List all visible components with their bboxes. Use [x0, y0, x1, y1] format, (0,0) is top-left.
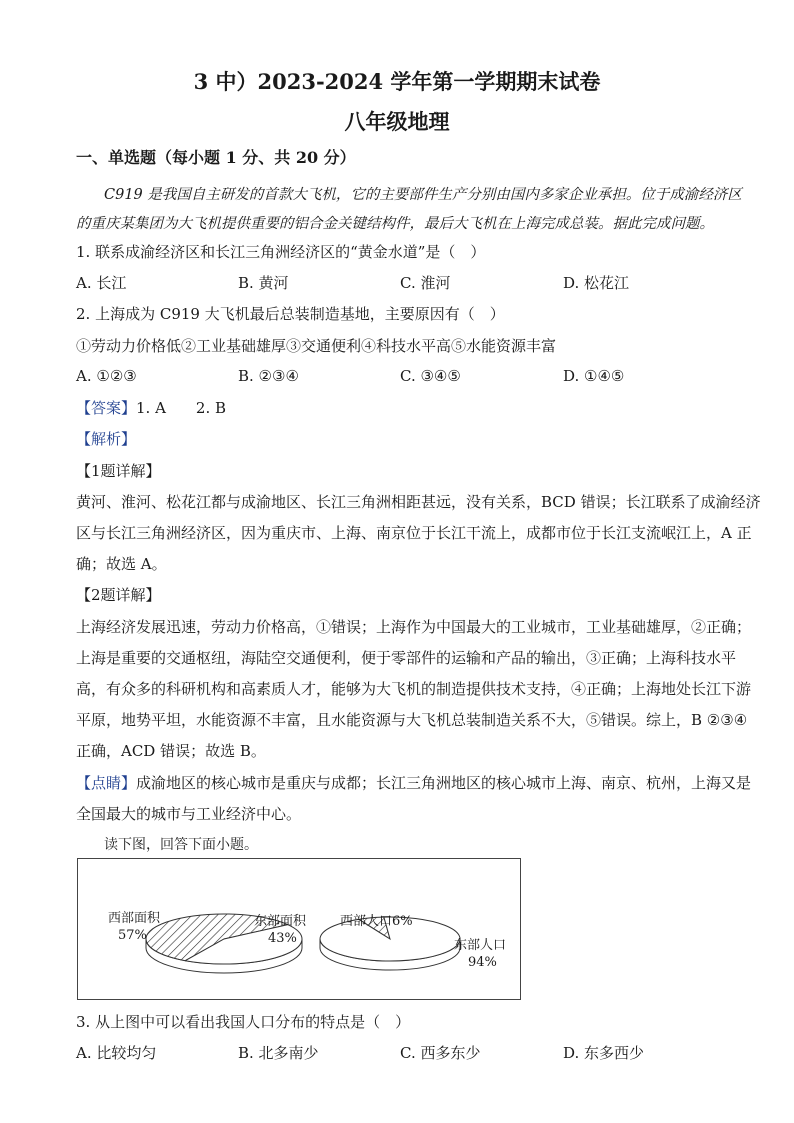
detail-2-line: 正确，ACD 错误；故选 B。 [76, 742, 266, 760]
question-3-option-d: D. 东多西少 [563, 1044, 645, 1062]
answer-line [76, 397, 226, 418]
intro-line-2: 的重庆某集团为大飞机提供重要的铝合金关键结构件，最后大飞机在上海完成总装。据此完成问题。 [76, 216, 714, 232]
section-heading: 一、单选题（每小题 1 分、共 20 分） [76, 148, 356, 167]
pop-west-label: 西部人口 [340, 914, 393, 929]
exam-title: 3 中）2023-2024 学年第一学期期末试卷 [193, 69, 601, 94]
question-3-option-b: B. 北多南少 [238, 1044, 319, 1062]
detail-2-label: 【2题详解】 [76, 586, 161, 604]
detail-1-label: 【1题详解】 [76, 462, 161, 480]
detail-1-line: 确；故选 A。 [76, 555, 167, 573]
question-2-option-a: A. ①②③ [76, 367, 137, 385]
question-1-stem: 1. 联系成渝经济区和长江三角洲经济区的“黄金水道”是（ ） [76, 243, 486, 261]
area-east-value: 43% [268, 931, 297, 946]
figure-intro: 读下图，回答下面小题。 [104, 837, 258, 853]
intro-line-1: C919 是我国自主研发的首款大飞机，它的主要部件生产分别由国内多家企业承担。位于成渝经济区 [104, 187, 742, 203]
detail-2-line: 上海是重要的交通枢纽，海陆空交通便利，便于零部件的运输和产品的输出，③正确；上海科技水平 [76, 649, 737, 667]
answer-text: 1. A 2. B [136, 399, 227, 417]
answer-label: 【答案】 [76, 399, 137, 417]
area-west-label: 西部面积 [108, 911, 161, 926]
detail-2-line: 上海经济发展迅速，劳动力价格高，①错误；上海作为中国最大的工业城市，工业基础雄厚，②正确； [76, 618, 752, 636]
question-3-stem: 3. 从上图中可以看出我国人口分布的特点是（ ） [76, 1013, 411, 1031]
question-2-option-c: C. ③④⑤ [400, 367, 461, 385]
question-1-option-b: B. 黄河 [238, 274, 289, 292]
exam-subtitle: 八年级地理 [344, 109, 450, 134]
question-2-list: ①劳动力价格低②工业基础雄厚③交通便利④科技水平高⑤水能资源丰富 [76, 337, 557, 355]
pop-west-text [340, 914, 413, 929]
detail-2-line: 高，有众多的科研机构和高素质人才，能够为大飞机的制造提供技术支持，④正确；上海地处长江下游 [76, 680, 752, 698]
pie-chart-figure [77, 858, 521, 1000]
pop-west-value: 6% [392, 914, 413, 929]
question-1-option-a: A. 长江 [76, 274, 127, 292]
question-1-option-d: D. 松花江 [563, 274, 630, 292]
question-3-option-c: C. 西多东少 [400, 1044, 481, 1062]
question-3-option-a: A. 比较均匀 [76, 1044, 157, 1062]
pie-chart-svg [78, 859, 520, 999]
area-west-value: 57% [118, 928, 147, 943]
pop-east-value: 94% [468, 955, 497, 970]
question-1-option-c: C. 淮河 [400, 274, 451, 292]
detail-2-line: 平原，地势平坦，水能资源不丰富，且水能资源与大飞机总装制造关系不大，⑤错误。综上，B ②③④ [76, 711, 748, 729]
detail-1-line: 区与长江三角洲经济区，因为重庆市、上海、南京位于长江干流上，成都市位于长江支流岷江上，A 正 [76, 524, 752, 542]
tip-text: 成渝地区的核心城市是重庆与成都；长江三角洲地区的核心城市上海、南京、杭州，上海又是 [136, 774, 752, 792]
question-2-option-d: D. ①④⑤ [563, 367, 625, 385]
analysis-label: 【解析】 [76, 430, 137, 448]
tip-line [76, 772, 751, 793]
tip-label: 【点睛】 [76, 774, 137, 792]
area-east-label: 东部面积 [254, 914, 307, 929]
tip-line-2: 全国最大的城市与工业经济中心。 [76, 805, 302, 823]
question-2-option-b: B. ②③④ [238, 367, 299, 385]
question-2-stem: 2. 上海成为 C919 大飞机最后总装制造基地，主要原因有（ ） [76, 305, 505, 323]
pop-east-label: 东部人口 [454, 938, 507, 953]
detail-1-line: 黄河、淮河、松花江都与成渝地区、长江三角洲相距甚远，没有关系，BCD 错误；长江联系了成渝经济 [76, 493, 761, 511]
